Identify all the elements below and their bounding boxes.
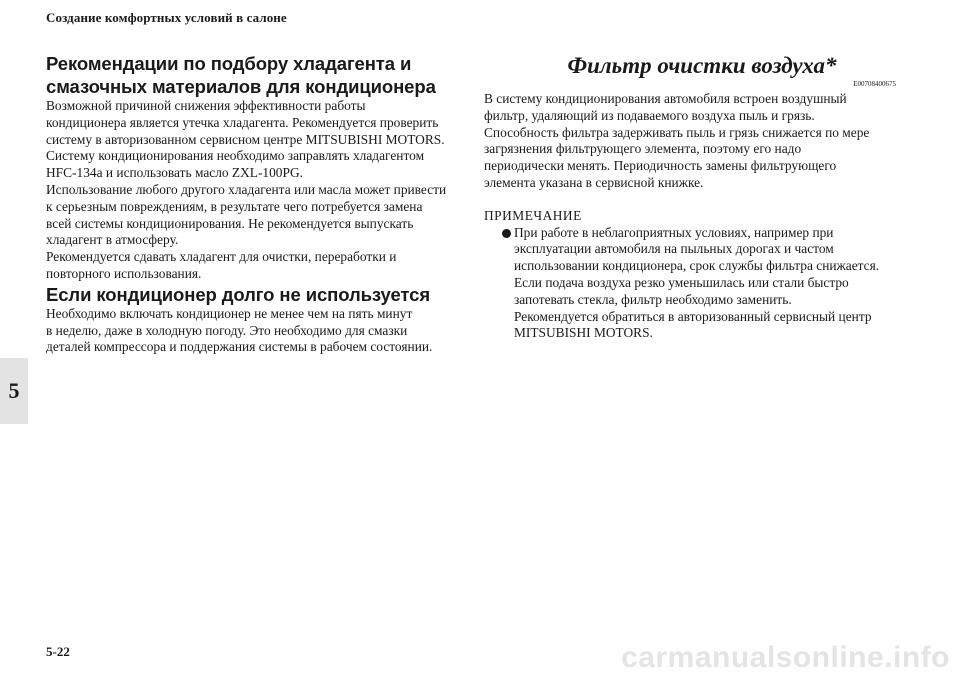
watermark: carmanualsonline.info [621, 641, 950, 674]
text-line: Рекомендуется обратиться в авторизованный сервисный центр [514, 308, 872, 324]
text-line: деталей компрессора и поддержания системы в рабочем состоянии. [46, 339, 433, 355]
left-column [46, 52, 466, 356]
right-column [484, 52, 896, 342]
text-line: Рекомендуется сдавать хладагент для очистки, переработки и [46, 249, 397, 265]
text-line: элемента указана в сервисной книжке. [484, 174, 704, 190]
text-line: использовании кондиционера, срок службы фильтра снижается. [514, 258, 880, 274]
unused-ac-heading: Если кондиционер долго не используется [46, 283, 431, 305]
running-header: Создание комфортных условий в салоне [46, 10, 287, 25]
document-code: E00708400675 [853, 80, 896, 88]
text-line: Систему кондиционирования необходимо заправлять хладагентом [46, 148, 425, 164]
air-filter-paragraph-1 [484, 91, 896, 125]
text-line: загрязнения фильтрующего элемента, поэтому его надо [484, 141, 802, 157]
text-line: При работе в неблагоприятных условиях, например при [514, 224, 834, 240]
chapter-tab [0, 358, 28, 424]
text-line: Необходимо включать кондиционер не менее чем на пять минут [46, 305, 413, 321]
text-line: в неделю, даже в холодную погоду. Это необходимо для смазки [46, 322, 408, 338]
text-line: Если подача воздуха резко уменьшилась или стали быстро [514, 274, 849, 290]
refrigerant-heading-line-2: смазочных материалов для кондиционера [46, 76, 436, 97]
refrigerant-paragraph-2 [46, 182, 466, 249]
text-line: кондиционера является утечка хладагента. Рекомендуется проверить [46, 114, 439, 130]
air-filter-title: Фильтр очистки воздуха* [567, 53, 837, 78]
text-line: MITSUBISHI MOTORS. [514, 325, 653, 341]
bullet-icon [502, 229, 511, 238]
refrigerant-paragraph-1 [46, 98, 466, 182]
text-line: запотевать стекла, фильтр необходимо заменить. [514, 291, 792, 307]
text-line: фильтр, удаляющий из подаваемого воздуха пыль и грязь. [484, 107, 815, 123]
text-line: к серьезным повреждениям, в результате чего потребуется замена [46, 198, 423, 214]
page-number: 5-22 [46, 644, 70, 659]
note-label: ПРИМЕЧАНИЕ [484, 207, 582, 223]
text-line: систему в авторизованном сервисном центре MITSUBISHI MOTORS. [46, 131, 445, 147]
text-line: Способность фильтра задерживать пыль и грязь снижается по мере [484, 124, 870, 140]
text-line: повторного использования. [46, 265, 202, 281]
air-filter-paragraph-2 [484, 125, 896, 192]
text-line: HFC-134a и использовать масло ZXL-100PG. [46, 165, 303, 181]
text-line: хладагент в атмосферу. [46, 232, 179, 248]
unused-ac-paragraph [46, 306, 466, 356]
text-line: периодически менять. Периодичность замены фильтрующего [484, 158, 837, 174]
text-line: всей системы кондиционирования. Не рекомендуется выпускать [46, 215, 414, 231]
text-line: Возможной причиной снижения эффективности работы [46, 98, 366, 113]
chapter-number: 5 [8, 378, 20, 403]
refrigerant-paragraph-3 [46, 249, 466, 283]
text-line: Использование любого другого хладагента или масла может привести [46, 181, 447, 197]
text-line: эксплуатации автомобиля на пыльных дорогах и частом [514, 241, 834, 257]
text-line: В систему кондиционирования автомобиля встроен воздушный [484, 91, 847, 106]
refrigerant-heading-line-1: Рекомендации по подбору хладагента и [46, 53, 412, 74]
refrigerant-heading [46, 52, 466, 98]
note-item [484, 225, 896, 343]
